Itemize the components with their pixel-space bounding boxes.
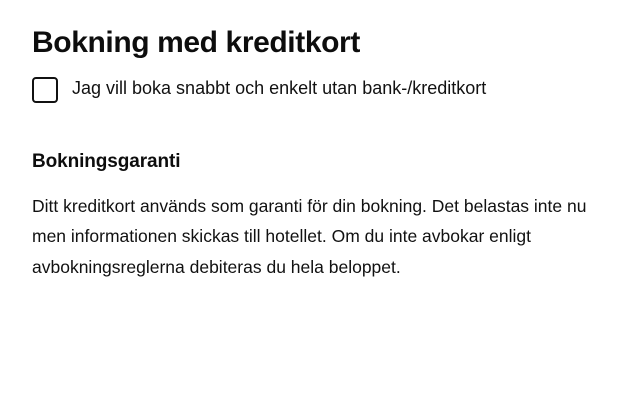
booking-guarantee-text: Ditt kreditkort används som garanti för din bokning. Det belastas inte nu men informationen skickas till hotellet. Om du inte avbokar enligt avbokningsreglerna debiteras du hela beloppet. xyxy=(32,195,587,277)
no-credit-card-option-label: Jag vill boka snabbt och enkelt utan bank-/kreditkort xyxy=(72,77,487,98)
page-title: Bokning med kreditkort xyxy=(32,26,360,59)
checkbox-unchecked-icon[interactable] xyxy=(32,77,58,103)
no-credit-card-option-row[interactable] xyxy=(32,75,610,103)
booking-guarantee-title: Bokningsgaranti xyxy=(32,150,181,172)
